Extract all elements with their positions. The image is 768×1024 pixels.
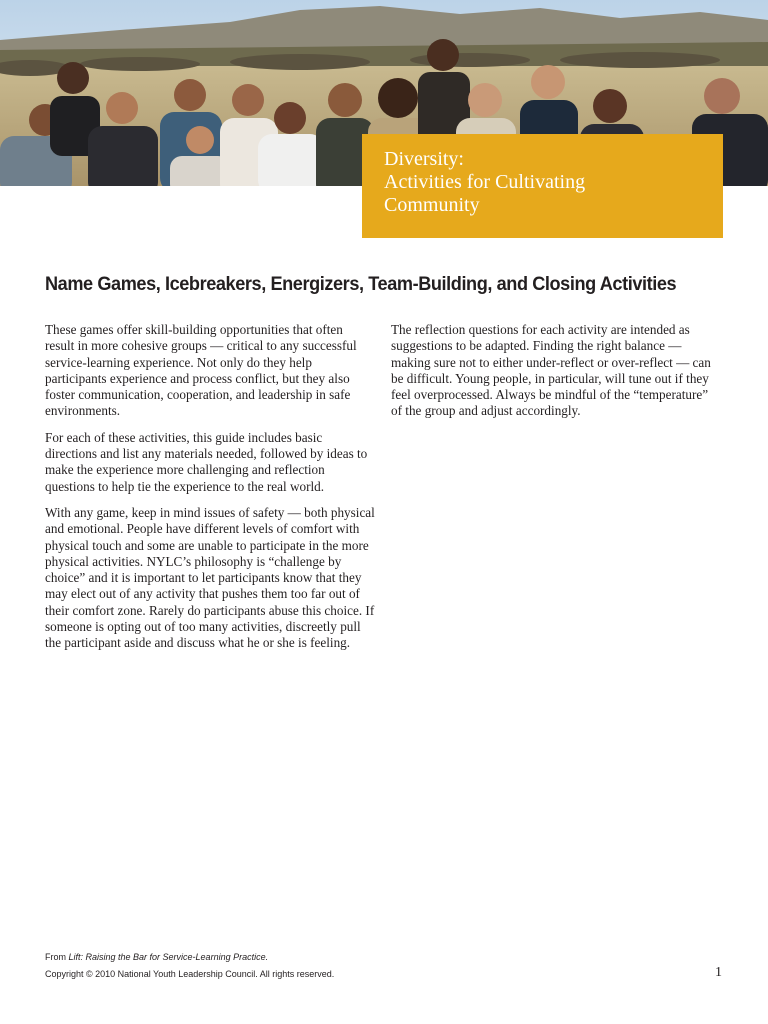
source-title: Lift: Raising the Bar for Service-Learning Practice. <box>68 952 269 962</box>
paragraph: For each of these activities, this guide includes basic directions and list any materials needed, followed by ideas to make the experience more challenging and reflection questions to help tie the experience to the real world. <box>45 429 368 494</box>
right-column <box>391 322 721 430</box>
source-prefix: From <box>45 952 69 962</box>
source-line <box>45 952 725 962</box>
page-heading: Name Games, Icebreakers, Energizers, Team-Building, and Closing Activities <box>45 273 677 295</box>
paragraph: With any game, keep in mind issues of safety — both physical and emotional. People have different levels of comfort with physical touch and some are unable to participate in the more physical activities. NYLC’s philosophy is “challenge by choice” and it is important to let participants know that they may elect out of any activity that pushes them too far out of their comfort zone. Rarely do participants abuse this choice. If someone is opting out of too many activities, discreetly pull the participant aside and discuss what he or she is feeling. <box>45 504 375 651</box>
section-title: Activities for Cultivating Community <box>384 171 586 216</box>
page-number: 1 <box>715 965 722 980</box>
section-kicker: Diversity: <box>384 148 464 170</box>
footer <box>45 952 725 979</box>
paragraph: The reflection questions for each activity are intended as suggestions to be adapted. Finding the right balance — making sure not to either under-reflect or over-reflect — can be difficult. Young people, in particular, will tune out if they feel overprocessed. Always be mindful of the “temperature” of the group and adjust accordingly. <box>391 322 711 419</box>
copyright-notice: Copyright © 2010 National Youth Leadership Council. All rights reserved. <box>45 969 335 979</box>
left-column <box>45 322 375 662</box>
paragraph: These games offer skill-building opportunities that often result in more cohesive groups — critical to any successful service-learning experience. Not only do they help participants experience and process conflict, but they also foster communication, cooperation, and leadership in safe environments. <box>45 322 357 419</box>
section-title-box <box>362 134 723 238</box>
